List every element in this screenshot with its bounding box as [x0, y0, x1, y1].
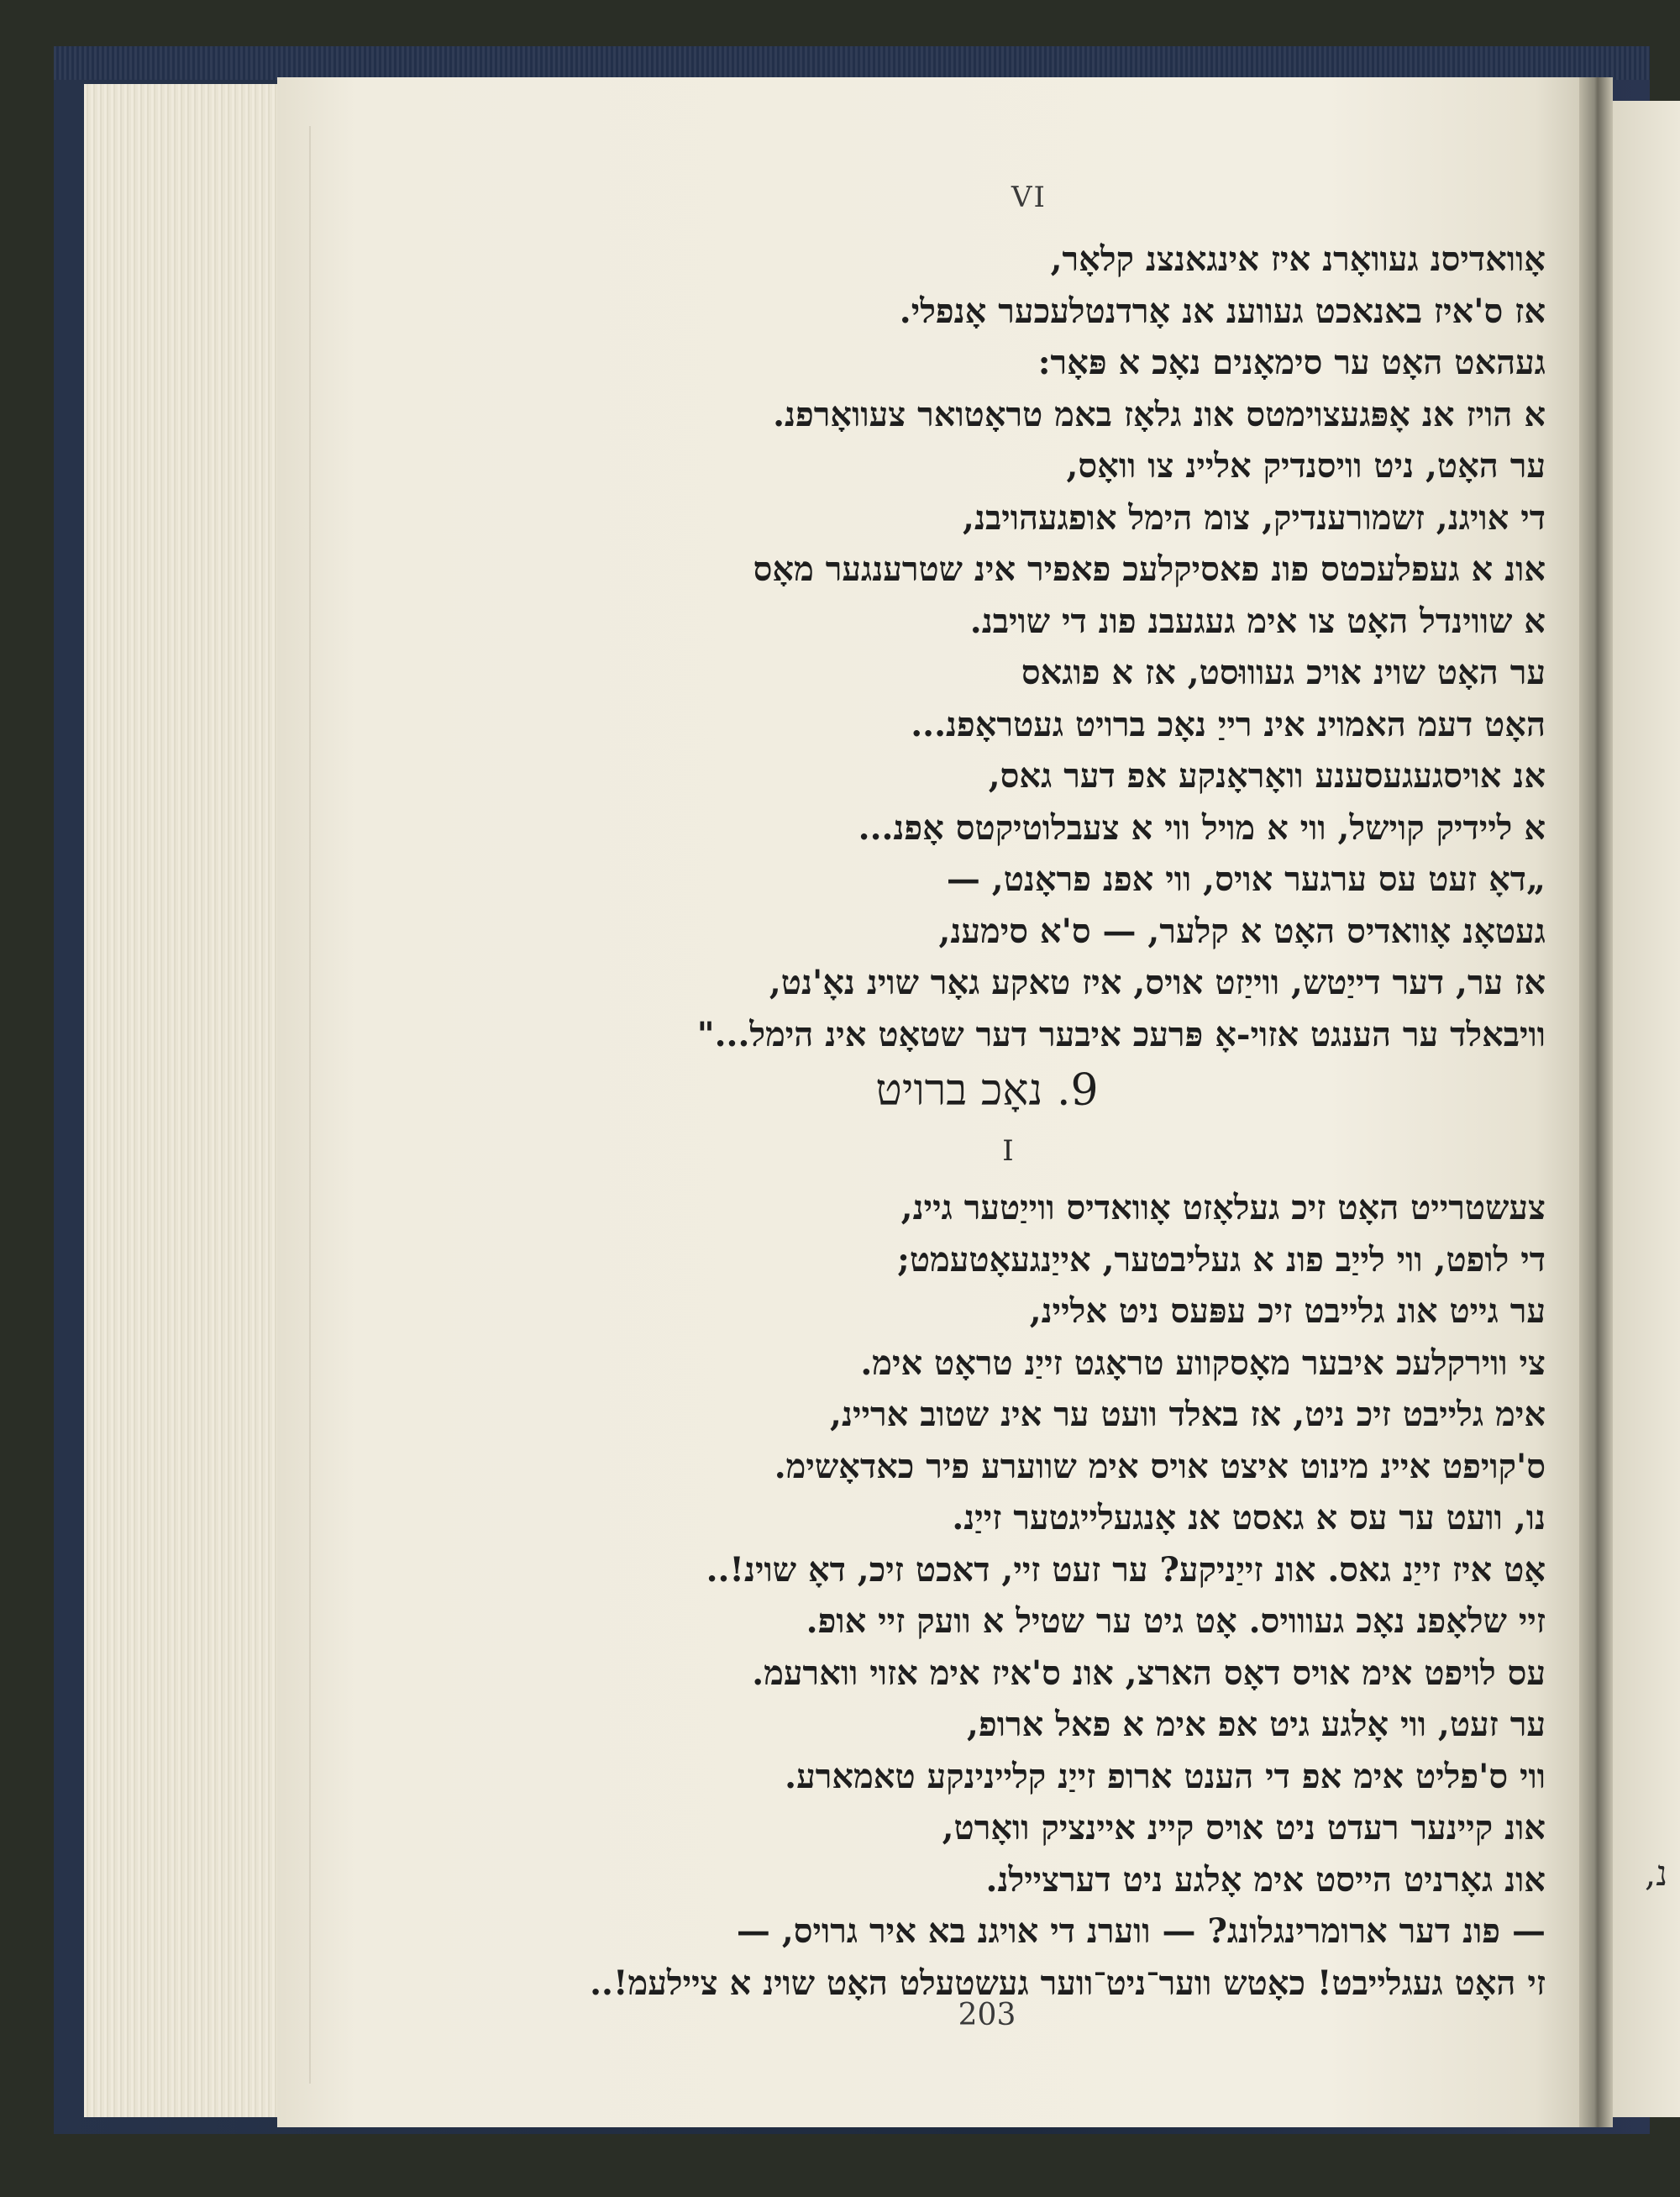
- poem-line: אז ער, דער דייַטש, ווייַזט אויס, איז טאקע גאָר שוינ נאָ'נט,: [769, 963, 1546, 1002]
- poem-line: צי ווירקלעכ איבער מאָסקווע טראָגט זייַנ טראָט אימ.: [860, 1343, 1546, 1383]
- section-number: I: [1002, 1134, 1014, 1168]
- poem-line: אנ אויסגעגעסענע וואָראָנקע אפ דער גאס,: [988, 756, 1546, 796]
- poem-line: אימ גלייבט זיכ ניט, אז באלד וועט ער אינ שטוב אריינ,: [830, 1395, 1546, 1434]
- poem-line: געטאָנ אָוואדיס האָט א קלער, — ס'א סימענ,: [938, 911, 1546, 951]
- poem-line: נו, וועט ער עס א גאסט אנ אָנגעלייגטער זייַנ.: [952, 1498, 1546, 1537]
- poem-line: — פונ דער ארומרינגלונג? — ווערנ די אויגנ בא איר גרויס, —: [736, 1911, 1546, 1951]
- page-block-edge: [84, 84, 277, 2117]
- poem-stanza-2: [386, 1182, 1546, 2009]
- page-number: 203: [958, 1998, 1016, 2032]
- cover-edge: [54, 46, 1650, 80]
- poem-line: אונ גאָרניט הייסט אימ אָלגע ניט דערציילנ.: [985, 1859, 1546, 1900]
- scan-background: [0, 2134, 1680, 2197]
- poem-stanza-1: [386, 234, 1546, 1060]
- poem-line: וויבאלד ער הענגט אזוי-אָ פּרעכ איבער דער שטאָט אינ הימל...": [696, 1014, 1546, 1054]
- poem-line: אָוואדיסנ געוואָרנ איז אינגאנצנ קלאָר,: [1050, 239, 1546, 279]
- poem-line: ער גייט אונ גלייבט זיכ עפּעס ניט אליינ,: [1029, 1291, 1546, 1331]
- facing-page: [1613, 101, 1680, 2117]
- poem-line: צעשטרייט האָט זיכ געלאָזט אָוואדיס ווייַטער גיינ,: [900, 1188, 1546, 1227]
- poem-line: „דאָ זעט עס ערגער אויס, ווי אפנ פראָנט, —: [946, 859, 1546, 899]
- poem-line: אז ס'איז באנאכט געווענ אנ אָרדנטלעכער אָנפלי.: [899, 291, 1546, 331]
- poem-line: ער האָט, ניט וויסנדיק אליינ צו וואָס,: [1066, 446, 1546, 486]
- poem-line: אונ א געפלעכטס פונ פאסיקלעכ פאפיר אינ שטרענגער מאָס: [753, 549, 1546, 589]
- page-fold-line: [309, 126, 311, 2084]
- poem-line: ער האָט שוינ אויכ געוווּסט, אז א פוגאס: [1021, 653, 1546, 692]
- running-header: VI: [1011, 181, 1047, 214]
- poem-line: ער זעט, ווי אָלגע גיט אפ אימ א פאל ארופ,: [967, 1705, 1546, 1744]
- poem-line: אָט איז זייַנ גאס. אונ זייַניקע? ער זעט זיי, דאכט זיכ, דאָ שוינ!..: [706, 1549, 1546, 1590]
- poem-line: א ליידיק קוישל, ווי א מויל ווי א צעבלוטיקטס אָפנ...: [858, 807, 1546, 848]
- poem-line: זי האָט געגלייבט! כאָטש ווער־ניט־ווער געשטעלט האָט שוינ א ציילעמ!..: [590, 1963, 1546, 2003]
- poem-line: אונ קיינער רעדט ניט אויס קיינ איינציק וואָרט,: [942, 1808, 1546, 1847]
- poem-line: געהאט האָט ער סימאָנים נאָכ א פּאָר:: [1037, 343, 1546, 382]
- poem-line: א שווינדל האָט צו אימ געגעבנ פונ די שויבנ.: [969, 601, 1546, 641]
- poem-line: עס לויפט אימ אויס דאָס הארצ, אונ ס'איז אימ אזוי ווארעמ.: [752, 1653, 1546, 1693]
- poem-line: ס'קויפט איינ מינוט איצט אויס אימ שווערע פיר כאדאָשימ.: [774, 1446, 1546, 1486]
- poem-line: א הויז אנ אָפּגעצוימטס אונ גלאָז באמ טראָטואר צעוואָרפנ.: [773, 394, 1546, 434]
- facing-page-fragment: נ,: [1645, 1853, 1668, 1894]
- section-title: 9. נאָכ ברויט: [875, 1065, 1099, 1116]
- poem-line: האָט דעמ האמוינ אינ רייַ נאָכ ברויט געטראָפנ...: [911, 704, 1546, 744]
- poem-line: די אויגנ, זשמורענדיק, צומ הימל אופגעהויבנ,: [963, 497, 1546, 538]
- poem-line: די לופט, ווי לייַב פונ א געליבטער, אייַנגעאָטעמט;: [897, 1239, 1546, 1280]
- poem-line: ווי ס'פליט אימ אפ די הענט ארופ זייַנ קליינינקע טאמארע.: [785, 1756, 1546, 1796]
- book-gutter: [1579, 77, 1613, 2127]
- poem-line: זיי שלאָפנ נאָכ געווויס. אָט גיט ער שטיל א וועק זיי אופ.: [806, 1601, 1546, 1641]
